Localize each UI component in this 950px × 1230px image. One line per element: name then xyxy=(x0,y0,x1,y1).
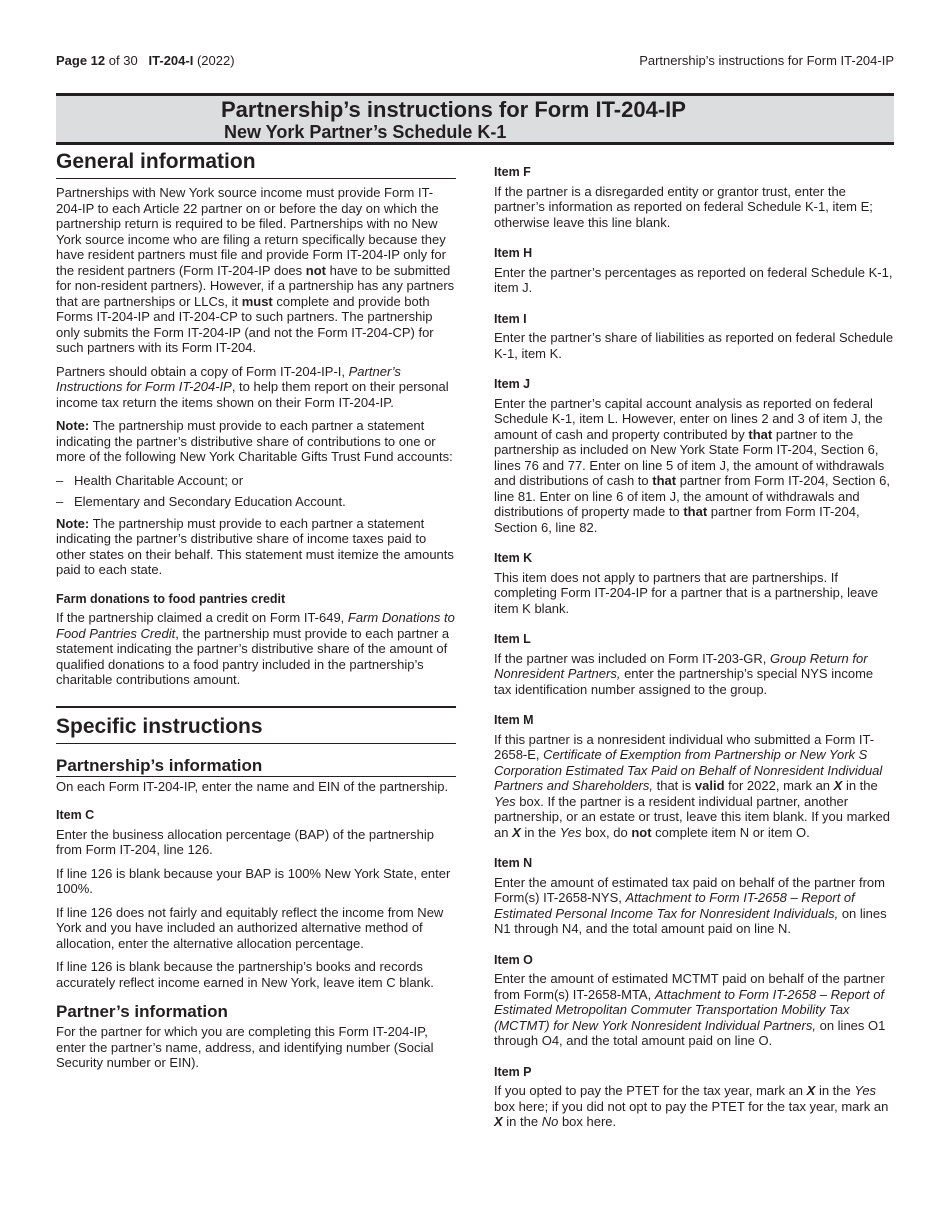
text-run: for 2022, mark an xyxy=(724,778,834,793)
text-run: that is xyxy=(652,778,695,793)
left-column xyxy=(56,149,456,1079)
list-dash: – xyxy=(56,494,64,509)
text-run: No xyxy=(541,1114,559,1129)
text-run: Partnerships with New York source income must provide Form IT-204-IP to each Article 22 partner on or before the day on which the partnership return is required to be filed. Partnerships with no New York source income who are filing a return specifically because they have resident partners must file and provide Form IT-204-IP only for the resident partners (Form IT-204-IP does xyxy=(56,185,446,278)
page-number: Page 12 xyxy=(56,53,106,68)
item-heading: Item O xyxy=(494,952,533,967)
section-heading: Specific instructions xyxy=(56,706,456,744)
paragraph xyxy=(494,1083,894,1130)
paragraph xyxy=(494,570,894,617)
text-run: If you opted to pay the PTET for the tax year, mark an xyxy=(494,1083,807,1098)
text-run: Note: xyxy=(56,418,90,433)
list-item-text: Elementary and Secondary Education Account. xyxy=(74,494,346,509)
text-run: box. If the partner is a resident individual partner, another partnership, or an estate or trust, leave this item blank. If you marked an xyxy=(494,793,890,840)
text-run: If line 126 is blank because your BAP is 100% New York State, enter 100%. xyxy=(56,865,451,896)
text-run: Yes xyxy=(854,1083,877,1098)
text-run: The partnership must provide to each partner a statement indicating the partner’s distributive share of income taxes paid to other states on their behalf. This statement must itemize the amounts paid to each state. xyxy=(56,515,454,577)
text-run: Attachment to Form IT-2658 – Report of Estimated Personal Income Tax for Nonresident Individuals, xyxy=(494,890,855,921)
list-dash: – xyxy=(56,472,64,488)
subsection-heading: Partnership’s information xyxy=(56,756,456,777)
text-run: in the xyxy=(520,824,560,840)
text-run: box, do xyxy=(581,824,632,840)
text-run: If the partner is a disregarded entity or grantor trust, enter the partner’s information as reported on federal Schedule K-1, item E; otherwise leave this line blank. xyxy=(494,183,873,230)
section-heading: General information xyxy=(56,149,456,179)
page-total: of 30 xyxy=(105,53,138,68)
text-run: must xyxy=(241,293,273,309)
paragraph xyxy=(494,184,894,231)
text-run: Partner’s Instructions for Form IT-204-IP xyxy=(56,363,401,394)
text-run: , to help them report on their personal income tax return the items shown on their Form IT-204-IP. xyxy=(56,379,449,410)
form-id: IT-204-I xyxy=(148,53,194,68)
text-run: Enter the partner’s share of liabilities as reported on federal Schedule K-1, item K. xyxy=(494,330,894,361)
text-run: Certificate of Exemption from Partnership or New York S Corporation Estimated Tax Paid on Behalf of Nonresident Individual Partners and Shareholders, xyxy=(494,747,883,793)
item-heading: Item C xyxy=(56,808,95,822)
text-run: on lines O1 through O4, and the total amount paid on line O. xyxy=(494,1017,886,1048)
item-heading: Item M xyxy=(494,713,534,727)
form-year: (2022) xyxy=(193,53,235,68)
item-heading: Item P xyxy=(494,1064,532,1079)
text-run: On each Form IT-204-IP, enter the name and EIN of the partnership. xyxy=(56,778,449,794)
text-run: box here; if you did not opt to pay the PTET for the tax year, mark an xyxy=(494,1098,889,1114)
text-run: If this partner is a nonresident individual who submitted a Form IT-2658-E, xyxy=(494,731,875,762)
text-run: partner from Form IT-204, Section 6, line 82. xyxy=(494,504,860,535)
item-heading: Item K xyxy=(494,551,533,565)
text-run: not xyxy=(305,262,326,278)
text-run: Farm Donations to Food Pantries Credit xyxy=(56,610,455,641)
text-run: Attachment to Form IT-2658 – Report of Estimated Metropolitan Commuter Transportation Mobility Tax (MCTMT) for New York Nonresident Individual Partners, xyxy=(494,986,885,1033)
page-info xyxy=(56,53,235,69)
paragraph xyxy=(56,516,456,578)
text-run: X xyxy=(833,778,843,793)
paragraph xyxy=(56,779,456,795)
list-item xyxy=(56,494,456,510)
text-run: The partnership must provide to each partner a statement indicating the partner’s distributive share of contributions to one or more of the following New York Charitable Gifts Trust Fund accounts: xyxy=(56,418,453,464)
text-run: that xyxy=(683,504,708,519)
text-run: Enter the business allocation percentage (BAP) of the partnership from Form IT-204, line 126. xyxy=(56,826,434,857)
paragraph xyxy=(56,827,456,858)
running-head-title: Partnership’s instructions for Form IT-204-IP xyxy=(639,53,894,68)
text-run: that xyxy=(748,426,773,442)
text-run: not xyxy=(631,824,652,840)
text-run: Yes xyxy=(559,824,582,840)
text-run: X xyxy=(806,1083,816,1098)
page-title: Partnership’s instructions for Form IT-204-IP xyxy=(221,97,686,122)
text-run: in the xyxy=(842,778,878,793)
text-run: in the xyxy=(502,1114,542,1129)
text-run: Partners should obtain a copy of Form IT-204-IP-I, xyxy=(56,363,349,379)
item-heading: Item L xyxy=(494,632,531,646)
paragraph xyxy=(494,265,894,296)
text-run: complete item N or item O. xyxy=(651,824,810,840)
text-run: complete and provide both Forms IT-204-IP and IT-204-CP to such partners. The partnership only submits the Form IT-204-IP (and not the Form IT-204-CP) for such partners with its Form IT-204. xyxy=(56,293,434,355)
text-run: that xyxy=(652,473,677,488)
text-run: X xyxy=(494,1114,503,1129)
paragraph xyxy=(494,396,894,536)
item-heading: Item I xyxy=(494,311,527,326)
text-run: Enter the amount of estimated MCTMT paid on behalf of the partner from Form(s) IT-2658-MTA, xyxy=(494,971,885,1002)
text-run: If the partner was included on Form IT-203-GR, xyxy=(494,650,771,666)
list-item xyxy=(56,473,456,489)
text-run: , the partnership must provide to each partner a statement indicating the partner’s distributive share of the amount of qualified donations to a food pantry included in the partnership’s charitable contributions amount. xyxy=(56,625,450,687)
paragraph xyxy=(494,330,894,361)
paragraph xyxy=(494,732,894,841)
text-run: This item does not apply to partners that are partnerships. If completing Form IT-204-IP for a partner that is a partnership, leave item K blank. xyxy=(494,569,879,616)
item-heading: Item N xyxy=(494,856,533,870)
text-run: box here. xyxy=(558,1114,617,1129)
paragraph xyxy=(56,866,456,897)
paragraph xyxy=(56,610,456,688)
paragraph xyxy=(494,875,894,937)
paragraph xyxy=(56,959,456,990)
text-run: Enter the amount of estimated tax paid on behalf of the partner from Form(s) IT-2658-NYS, xyxy=(494,874,885,905)
item-heading: Farm donations to food pantries credit xyxy=(56,591,286,606)
text-run: If the partnership claimed a credit on Form IT-649, xyxy=(56,610,348,625)
item-heading: Item H xyxy=(494,246,533,260)
text-run: have to be submitted for non-resident partners). However, if a partnership has any partners that are partnerships or LLCs, it xyxy=(56,262,455,309)
text-run: enter the partnership’s special NYS income tax identification number assigned to the group. xyxy=(494,666,874,697)
paragraph xyxy=(56,364,456,411)
paragraph xyxy=(494,651,894,698)
title-banner xyxy=(56,93,894,145)
page-subtitle: New York Partner’s Schedule K-1 xyxy=(224,122,507,142)
text-run: on lines N1 through N4, and the total amount paid on line N. xyxy=(494,905,887,936)
paragraph xyxy=(56,418,456,465)
paragraph xyxy=(56,1024,456,1071)
subsection-heading: Partner’s information xyxy=(56,1002,228,1021)
item-heading: Item J xyxy=(494,377,531,391)
text-run: For the partner for which you are completing this Form IT-204-IP, enter the partner’s name, address, and identifying number (Social Security number or EIN). xyxy=(56,1024,434,1070)
text-run: Enter the partner’s capital account analysis as reported on federal Schedule K-1, item L. However, enter on lines 2 and 3 of item J, the amount of cash and property contributed by xyxy=(494,395,883,442)
paragraph xyxy=(494,971,894,1049)
text-run: If line 126 is blank because the partnership’s books and records accurately reflect income earned in New York, leave item C blank. xyxy=(56,959,434,990)
text-run: Group Return for Nonresident Partners, xyxy=(494,650,868,681)
list-item-text: Health Charitable Account; or xyxy=(74,472,244,488)
text-run: Yes xyxy=(494,793,516,809)
text-run: If line 126 does not fairly and equitably reflect the income from New York and you have included an authorized alternative method of allocation, enter the alternative allocation percentage. xyxy=(56,904,444,951)
text-run: partner from Form IT-204, Section 6, line 81. Enter on line 6 of item J, the amount of withdrawals and distributions of property made to xyxy=(494,473,890,519)
paragraph xyxy=(56,185,456,356)
paragraph xyxy=(56,905,456,952)
item-heading: Item F xyxy=(494,165,531,179)
right-column xyxy=(494,149,894,1130)
text-run: X xyxy=(512,824,521,840)
text-run: in the xyxy=(815,1083,855,1098)
running-head xyxy=(56,53,894,69)
text-run: partner to the partnership as included on New York State Form IT-204, Section 6, lines 76 and 77. Enter on line 5 of item J, the amount of withdrawals and distributions of cash to xyxy=(494,426,885,488)
text-run: Enter the partner’s percentages as reported on federal Schedule K-1, item J. xyxy=(494,264,893,295)
text-run: valid xyxy=(694,778,725,793)
text-run: Note: xyxy=(56,515,90,531)
